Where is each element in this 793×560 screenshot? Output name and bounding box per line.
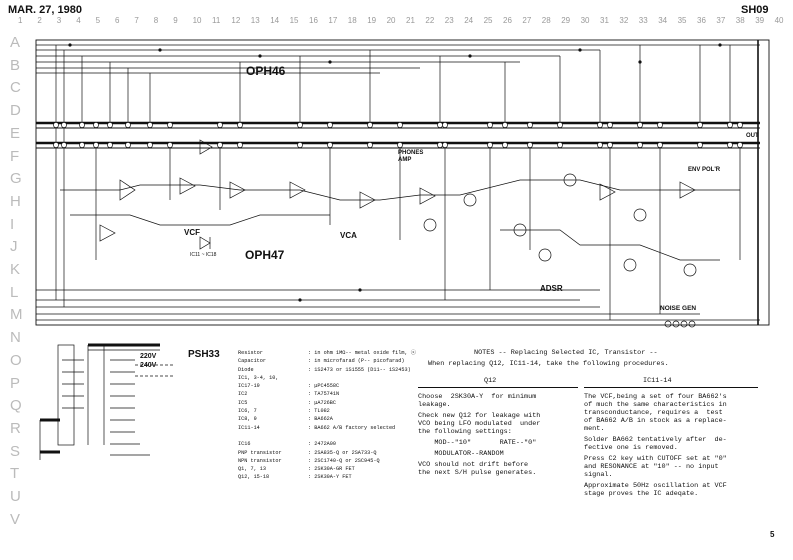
column-number: 6 [115, 16, 120, 25]
column-number: 19 [367, 16, 377, 25]
terminal-pin [437, 122, 442, 127]
part-value: : 2472A00 [308, 441, 337, 448]
row-letter: A [10, 34, 21, 51]
terminal-pin [125, 122, 130, 127]
part-key: Resistor [238, 350, 263, 356]
column-number: 11 [212, 16, 221, 25]
terminal-pin [125, 142, 130, 147]
terminal-pin [607, 142, 612, 147]
part-value: : BA662 A/B factory selected [308, 424, 396, 431]
terminal-pin [527, 142, 532, 147]
junction-dot [578, 48, 581, 51]
junction-dot [328, 60, 331, 63]
column-number: 10 [192, 16, 202, 25]
terminal-pin [237, 142, 242, 147]
parts-list-row [238, 415, 428, 423]
terminal-pin [297, 142, 302, 147]
ic11-14-heading: IC11-14 [643, 377, 672, 385]
column-number: 2 [37, 16, 42, 25]
column-number: 28 [541, 16, 551, 25]
part-key: IC16 [238, 441, 251, 448]
note-line: Choose 2SK30A-Y for minimum [418, 393, 537, 401]
row-letter: O [10, 351, 22, 369]
part-value: : μPC4558C [308, 383, 340, 390]
note-line: leakage. [418, 401, 451, 409]
terminal-pin [487, 142, 492, 147]
terminal-pin [367, 142, 372, 147]
board-oph47-label: OPH47 [245, 248, 285, 262]
column-number: 30 [580, 16, 590, 25]
terminal-pin [597, 122, 602, 127]
terminal-pin [527, 122, 532, 127]
column-number: 4 [76, 16, 81, 25]
junction-dot [358, 288, 361, 291]
parts-list-row [238, 473, 428, 481]
part-value: : 1S2473 or 1S1555 (D11-- 1S2453) [308, 366, 411, 373]
part-value: : in microfarad (P-- picofarad) [308, 358, 405, 365]
column-number: 34 [658, 16, 668, 25]
vcf-label: VCF [184, 228, 200, 237]
note-line: The VCF,being a set of four BA662's [584, 393, 727, 401]
part-key: IC5 [238, 399, 248, 406]
terminal-pin [61, 122, 66, 127]
sheet-label: SH09 [741, 4, 769, 16]
column-number: 12 [231, 16, 241, 25]
parts-list-row [238, 449, 428, 457]
part-value: : 2SC1740-Q or 2SC945-Q [308, 457, 380, 464]
terminal-pin [637, 122, 642, 127]
note-line: MOD--"10" RATE--"0" [418, 439, 537, 447]
row-letter: L [10, 283, 19, 301]
terminal-pin [93, 142, 98, 147]
column-number: 20 [386, 16, 396, 25]
terminal-pin [217, 122, 222, 127]
parts-list-row [238, 390, 428, 398]
notes-title: NOTES -- Replacing Selected IC, Transistor -- [474, 349, 658, 357]
part-key: IC6, 7 [238, 408, 257, 415]
terminal-pin [79, 122, 84, 127]
q12-heading-rule [418, 387, 578, 388]
terminal-pin [167, 142, 172, 147]
column-number: 24 [464, 16, 474, 25]
terminal-pin [107, 142, 112, 147]
terminal-pin [297, 122, 302, 127]
terminal-pin [437, 142, 442, 147]
row-letter: C [10, 79, 21, 97]
row-letter: K [10, 261, 21, 278]
junction-dot [158, 48, 161, 51]
column-number: 37 [716, 16, 726, 25]
column-number: 23 [444, 16, 454, 25]
terminal-pin [502, 142, 507, 147]
part-value: : 2SK30A-Y FET [308, 474, 352, 481]
column-number: 18 [347, 16, 357, 25]
column-number: 7 [134, 16, 139, 25]
note-line: fective one is removed. [584, 444, 678, 452]
note-line: ment. [584, 425, 605, 433]
part-key: Q12, 15-18 [238, 474, 270, 481]
part-key: NPN transistor [238, 457, 282, 464]
terminal-pin [502, 122, 507, 127]
terminal-pin [367, 122, 372, 127]
terminal-pin [442, 142, 447, 147]
row-letter: B [10, 56, 21, 74]
note-line: Check new Q12 for leakage with [418, 412, 541, 420]
column-number: 16 [309, 16, 318, 25]
row-letter: F [10, 147, 20, 165]
row-letter: T [10, 465, 20, 483]
terminal-pin [657, 142, 662, 147]
terminal-pin [597, 142, 602, 147]
terminal-pin [217, 142, 222, 147]
column-number: 3 [56, 16, 62, 25]
note-line: transconductance, requires a test [584, 409, 723, 417]
note-line: Press C2 key with CUTOFF set at "0" [584, 455, 727, 463]
env-pol-label: ENV POL'R [688, 167, 721, 173]
ic11-14-notes [584, 393, 727, 498]
junction-dot [638, 60, 641, 63]
column-number: 38 [735, 16, 745, 25]
row-letter: Q [10, 397, 22, 415]
column-number: 14 [270, 16, 280, 25]
terminal-pin [607, 122, 612, 127]
row-letter: S [10, 442, 21, 460]
terminal-pin [397, 142, 402, 147]
terminal-pin [697, 142, 702, 147]
parts-list-row [238, 399, 428, 407]
column-number: 33 [638, 16, 648, 25]
terminal-pin [53, 142, 58, 147]
note-line: the next S/H pulse generates. [418, 469, 537, 477]
part-key: IC1, 3-4, 10, [238, 374, 279, 381]
parts-list-row [238, 349, 428, 357]
part-key: Diode [238, 366, 254, 373]
column-number: 36 [697, 16, 706, 25]
junction-dot [718, 43, 721, 46]
terminal-pin [737, 142, 742, 147]
column-number: 26 [503, 16, 512, 25]
part-key: Q1, 7, 13 [238, 466, 267, 473]
q12-heading: Q12 [484, 377, 497, 385]
column-number: 22 [425, 16, 435, 25]
date-label: MAR. 27, 1980 [8, 4, 82, 16]
board-psh33-label: PSH33 [188, 349, 220, 360]
junction-dot [298, 298, 301, 301]
part-value: : BA662A [308, 416, 333, 423]
parts-list-row [238, 407, 428, 415]
row-letter: I [10, 215, 15, 233]
part-value: : in ohm 1MΩ-- metal oxide film, ⓧ [308, 350, 416, 356]
parts-list-row [238, 357, 428, 365]
terminal-pin [727, 122, 732, 127]
parts-list [238, 349, 428, 482]
part-key: PNP transistor [238, 449, 282, 456]
terminal-pin [737, 122, 742, 127]
part-key: IC17-19 [238, 383, 260, 390]
row-letter: V [10, 510, 21, 528]
parts-list-row [238, 382, 428, 390]
note-line: MODULATOR--RANDOM [418, 450, 504, 458]
terminal-pin [167, 122, 172, 127]
ic11-14-heading-rule [584, 387, 758, 388]
row-letter: J [10, 238, 18, 256]
parts-list-row [238, 424, 428, 432]
part-value: : TA75741N [308, 391, 340, 398]
terminal-pin [79, 142, 84, 147]
part-value: : 2SK30A-GR FET [308, 466, 355, 473]
column-number: 35 [677, 16, 687, 25]
row-letter: D [10, 102, 21, 120]
note-line: signal. [584, 471, 613, 479]
column-number: 25 [483, 16, 493, 25]
terminal-pin [147, 122, 152, 127]
row-letter: M [10, 306, 23, 324]
vca-label: VCA [340, 231, 357, 240]
part-key: Capacitor [238, 358, 267, 365]
parts-list-row [238, 465, 428, 473]
column-number: 31 [600, 16, 609, 25]
note-line: stage proves the IC adeqate. [584, 490, 699, 498]
ic-range-label: IC11 ~ IC18 [190, 252, 217, 258]
column-number: 1 [18, 16, 23, 25]
row-letter: H [10, 192, 21, 210]
terminal-pin [657, 122, 662, 127]
row-letter: N [10, 329, 21, 347]
terminal-pin [697, 122, 702, 127]
row-letter: E [10, 124, 21, 142]
column-number: 13 [250, 16, 260, 25]
note-line: of much the same characteristics in [584, 401, 727, 409]
parts-list-row [238, 457, 428, 465]
column-number: 15 [289, 16, 299, 25]
terminal-pin [61, 142, 66, 147]
terminal-pin [557, 142, 562, 147]
junction-dot [68, 43, 71, 46]
junction-dot [258, 54, 261, 57]
terminal-pin [147, 142, 152, 147]
terminal-pin [727, 142, 732, 147]
notes-intro: When replacing Q12, IC11-14, take the following procedures. [428, 360, 669, 368]
part-value: : 2SA835-Q or 2SA733-Q [308, 449, 377, 456]
terminal-pin [107, 122, 112, 127]
noise-gen-label: NOISE GEN [660, 305, 697, 312]
row-letter: P [10, 374, 21, 392]
q12-notes [418, 393, 540, 477]
part-key: IC8, 9 [238, 416, 257, 423]
voltage-240-label: 240V [140, 362, 157, 369]
part-value: : μA726BC [308, 399, 337, 406]
parts-list-row [238, 374, 428, 382]
part-key: IC11-14 [238, 424, 260, 431]
column-number: 5 [95, 16, 101, 25]
note-line: the following settings: [418, 428, 512, 436]
column-number: 17 [328, 16, 338, 25]
note-line: Approximate 50Hz oscillation at VCF [584, 482, 727, 490]
terminal-pin [93, 122, 98, 127]
voltage-220-label: 220V [140, 353, 157, 360]
page-number: 5 [770, 530, 775, 539]
terminal-pin [397, 122, 402, 127]
column-number: 40 [774, 16, 784, 25]
part-value [308, 432, 428, 440]
parts-list-row [238, 440, 428, 448]
row-letter: G [10, 170, 22, 188]
note-line: of BA662 A/B in stock as a replace- [584, 417, 727, 425]
note-line: VCO being LFO modulated under [418, 420, 541, 428]
parts-list-row [238, 366, 428, 374]
terminal-pin [487, 122, 492, 127]
column-number: 27 [522, 16, 532, 25]
note-line: Solder BA662 tentatively after de- [584, 436, 727, 444]
row-letter: R [10, 419, 21, 437]
parts-list-row [238, 432, 428, 440]
terminal-pin [557, 122, 562, 127]
junction-dot [468, 54, 471, 57]
out-label: OUT [746, 133, 759, 139]
part-key [238, 432, 308, 440]
part-value: : TL082 [308, 408, 330, 415]
note-line: and RESONANCE at "10" -- no input [584, 463, 719, 471]
board-oph46-label: OPH46 [246, 64, 286, 78]
column-number: 21 [406, 16, 415, 25]
column-number: 8 [153, 16, 159, 25]
column-number: 29 [561, 16, 571, 25]
terminal-pin [637, 142, 642, 147]
terminal-pin [237, 122, 242, 127]
row-letter: U [10, 488, 21, 505]
column-number: 9 [173, 16, 178, 25]
terminal-pin [53, 122, 58, 127]
terminal-pin [327, 122, 332, 127]
part-key: IC2 [238, 391, 248, 398]
part-value [308, 374, 428, 382]
adsr-label: ADSR [540, 284, 563, 293]
column-number: 32 [619, 16, 629, 25]
note-line: VCO should not drift before [418, 461, 529, 469]
column-number: 39 [755, 16, 765, 25]
terminal-pin [327, 142, 332, 147]
phones-amp-label: PHONES AMP [398, 150, 424, 163]
terminal-pin [442, 122, 447, 127]
